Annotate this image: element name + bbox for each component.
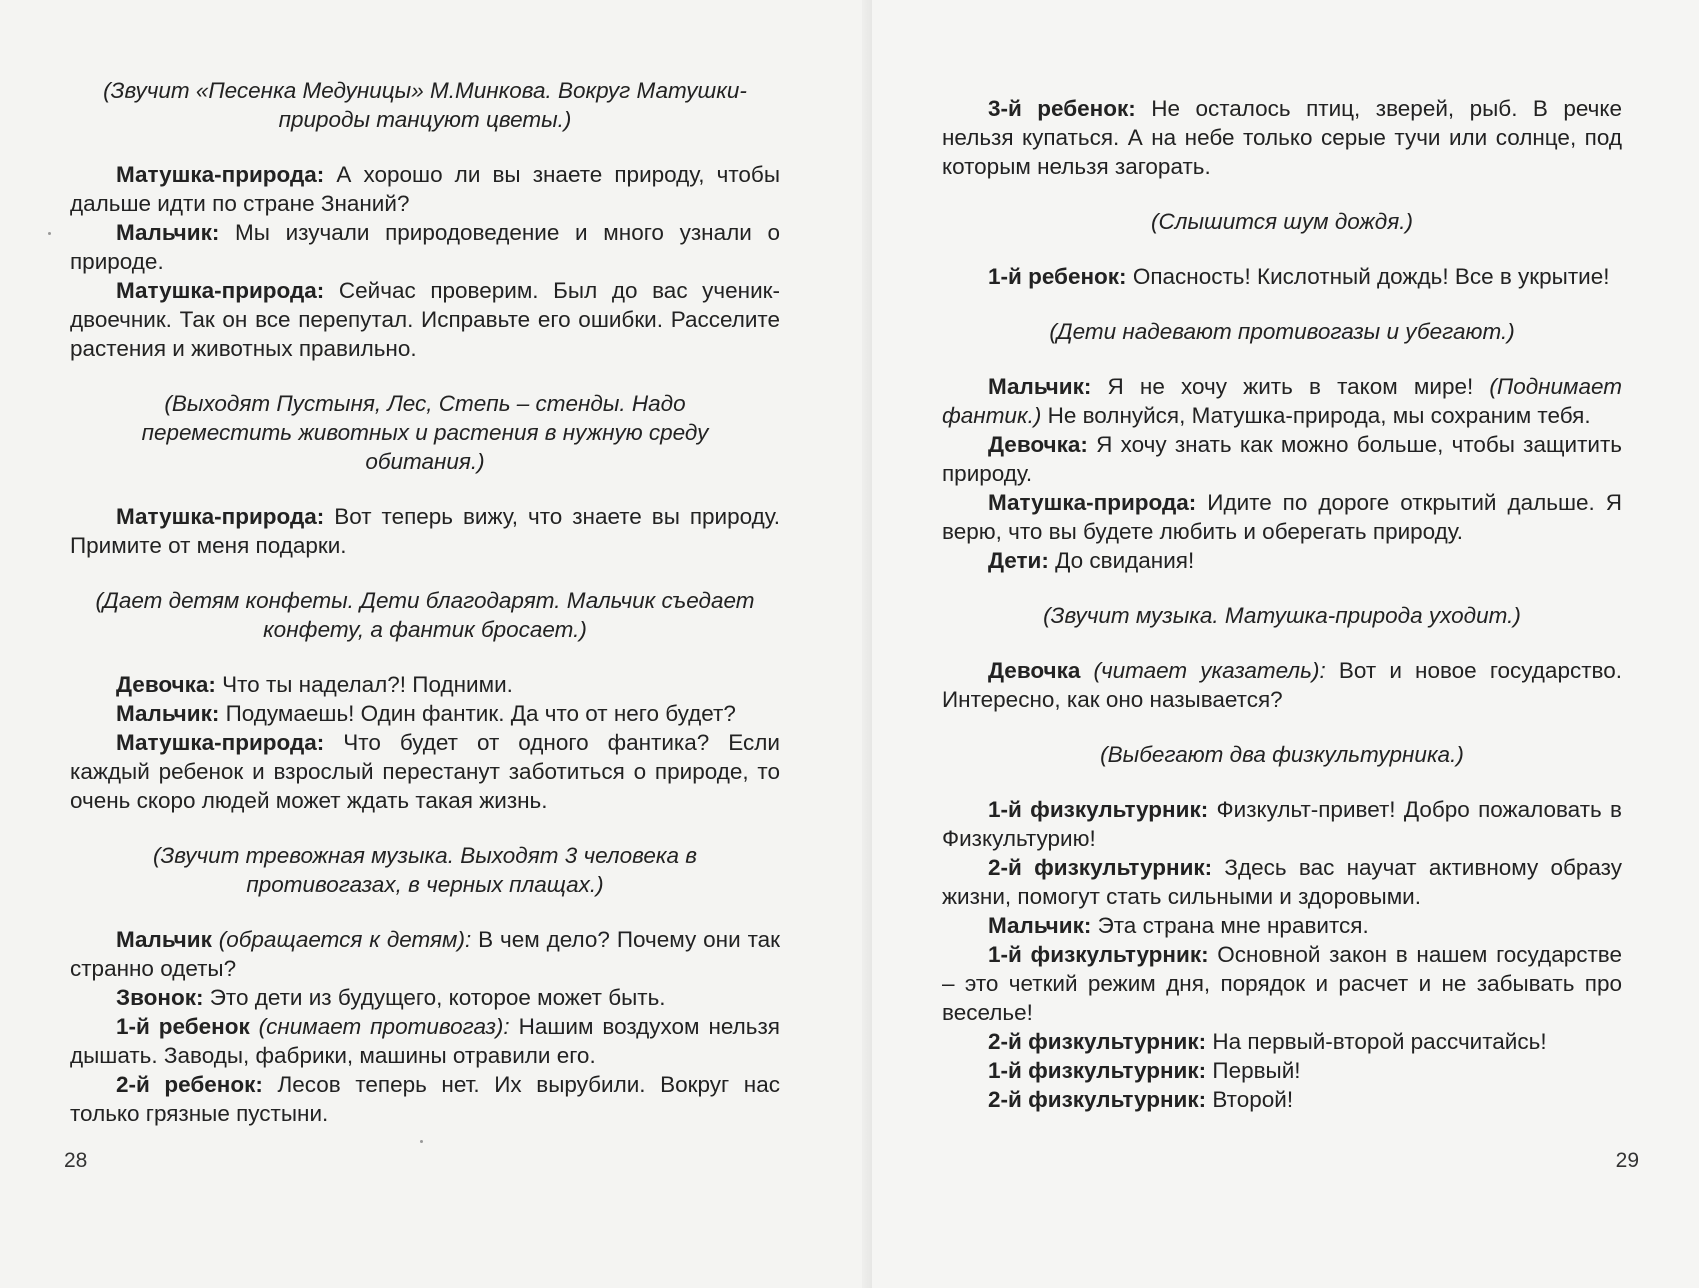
dialogue-line [70,218,780,276]
line-text: Идите по дороге открытий дальше. Я верю, что вы будете любить и оберегать природу. [942,490,1622,544]
speaker: Матушка-природа: [988,490,1197,515]
stage-direction: (Дает детям конфеты. Дети благодарят. Мальчик съедает конфету, а фантик бросает.) [95,588,755,642]
stage-direction: (Выбегают два физкультурника.) [1100,742,1464,767]
line-text: Второй! [1206,1087,1294,1112]
line-text: Первый! [1206,1058,1301,1083]
page-number: 28 [64,1149,88,1172]
line-text: В чем дело? Почему они так странно одеты? [70,927,780,981]
line-text: Нашим воздухом нельзя дышать. Заводы, фабрики, машины отравили его. [70,1014,780,1068]
speaker: Мальчик [116,927,212,952]
line-text: Не волнуйся, Матушка-природа, мы сохраним тебя. [1041,403,1591,428]
line-text: Что ты наделал?! Подними. [215,672,513,697]
dialogue-line [70,699,780,728]
left-page-text [70,76,780,1128]
dialogue-line [70,1012,780,1070]
dialogue-line [70,502,780,560]
dialogue-line [70,670,780,699]
line-text: Физкульт-привет! Добро пожаловать в Физкультурию! [942,797,1622,851]
paper-speck [48,232,51,235]
speaker: Дети: [988,548,1049,573]
dialogue-line [942,1027,1622,1056]
speaker: 2-й физкультурник: [988,855,1213,880]
speaker: 2-й ребенок: [116,1072,263,1097]
dialogue-line [942,1056,1622,1085]
dialogue-line [942,488,1622,546]
line-text: Здесь вас научат активному образу жизни, помогут стать сильными и здоровыми. [942,855,1622,909]
right-page-text [942,94,1622,1114]
dialogue-line [70,728,780,815]
stage-note: (читает указатель): [1080,658,1326,683]
dialogue-line [70,160,780,218]
speaker: 1-й физкультурник: [988,797,1209,822]
stage-note: (обращается к детям): [211,927,472,952]
line-text: Не осталось птиц, зверей, рыб. В речке нельзя купаться. А на небе только серые тучи или солнце, под которым нельзя загорать. [942,96,1622,179]
speaker: Матушка-природа: [116,278,325,303]
line-text: Мы изучали природоведение и много узнали о природе. [70,220,780,274]
speaker: Матушка-природа: [116,730,325,755]
dialogue-line [942,1085,1622,1114]
line-text: Вот теперь вижу, что знаете вы природу. Примите от меня подарки. [70,504,780,558]
dialogue-line [942,940,1622,1027]
line-text: Подумаешь! Один фантик. Да что от него будет? [219,701,736,726]
speaker: Матушка-природа: [116,162,325,187]
line-text: Сейчас проверим. Был до вас ученик-двоечник. Так он все перепутал. Исправьте его ошибки. Расселите растения и животных правильно. [70,278,780,361]
stage-direction: (Звучит музыка. Матушка-природа уходит.) [1043,603,1521,628]
speaker: Звонок: [116,985,204,1010]
speaker: Мальчик: [988,913,1092,938]
dialogue-line [942,372,1622,430]
line-text: Что будет от одного фантика? Если каждый ребенок и взрослый перестанут заботиться о природе, то очень скоро людей может ждать такая жизнь. [70,730,780,813]
line-text: Это дети из будущего, которое может быть. [203,985,666,1010]
speaker: Мальчик: [116,701,220,726]
dialogue-line [942,911,1622,940]
speaker: 1-й ребенок: [988,264,1127,289]
line-text: Основной закон в нашем государстве – это четкий режим дня, порядок и расчет и не забывать про веселье! [942,942,1622,1025]
line-text: Вот и новое государство. Интересно, как оно называется? [942,658,1622,712]
speaker: Матушка-природа: [116,504,325,529]
dialogue-line [70,276,780,363]
page-number: 29 [1615,1149,1639,1172]
speaker: Девочка: [988,432,1088,457]
stage-direction: (Звучит «Песенка Медуницы» М.Минкова. Вокруг Матушки-природы танцуют цветы.) [103,78,747,132]
speaker: Девочка [988,658,1081,683]
dialogue-line [942,795,1622,853]
speaker: Мальчик: [116,220,220,245]
line-text: Я хочу знать как можно больше, чтобы защитить природу. [942,432,1622,486]
dialogue-line [70,983,780,1012]
speaker: 3-й ребенок: [988,96,1136,121]
stage-direction: (Выходят Пустыня, Лес, Степь – стенды. Надо переместить животных и растения в нужную среду обитания.) [141,391,709,474]
speaker: 1-й физкультурник: [988,942,1209,967]
dialogue-line [942,430,1622,488]
dialogue-line [942,94,1622,181]
right-page [872,0,1699,1288]
stage-direction: (Слышится шум дождя.) [1151,209,1413,234]
speaker: 2-й физкультурник: [988,1087,1207,1112]
speaker: 2-й физкультурник: [988,1029,1207,1054]
stage-direction: (Дети надевают противогазы и убегают.) [1049,319,1515,344]
dialogue-line [942,546,1622,575]
stage-note: (снимает противогаз): [249,1014,510,1039]
line-text: На первый-второй рассчитайсь! [1206,1029,1547,1054]
dialogue-line [70,1070,780,1128]
dialogue-line [942,853,1622,911]
line-text: До свидания! [1048,548,1195,573]
stage-direction: (Звучит тревожная музыка. Выходят 3 человека в противогазах, в черных плащах.) [152,843,697,897]
line-text: Лесов теперь нет. Их вырубили. Вокруг нас только грязные пустыни. [70,1072,780,1126]
line-text: А хорошо ли вы знаете природу, чтобы дальше идти по стране Знаний? [70,162,780,216]
line-text: Я не хочу жить в таком мире! [1091,374,1490,399]
dialogue-line [942,262,1622,291]
speaker: Девочка: [116,672,216,697]
stage-note: (Поднимает фантик.) [942,374,1622,428]
speaker: Мальчик: [988,374,1092,399]
paper-speck [420,1140,423,1143]
line-text: Эта страна мне нравится. [1091,913,1369,938]
speaker: 1-й ребенок [116,1014,250,1039]
line-text: Опасность! Кислотный дождь! Все в укрытие! [1126,264,1610,289]
speaker: 1-й физкультурник: [988,1058,1207,1083]
dialogue-line [942,656,1622,714]
dialogue-line [70,925,780,983]
